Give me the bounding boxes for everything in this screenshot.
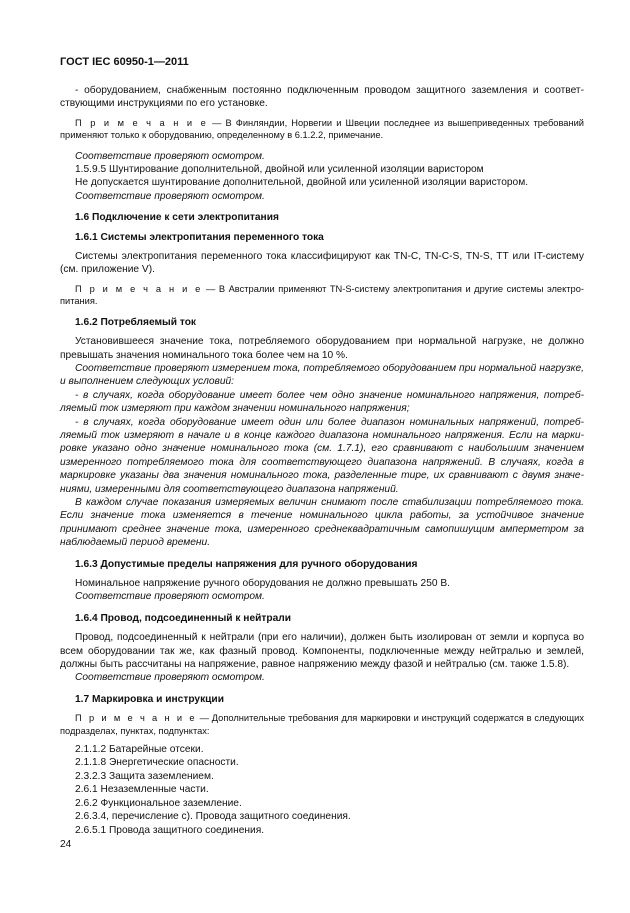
compliance-check: Соответствие проверяют осмотром. <box>75 591 265 603</box>
standard-header: ГОСТ IEC 60950-1—2011 <box>60 56 189 68</box>
section-1-6-4-heading: 1.6.4 Провод, подсоединенный к нейтрали <box>75 612 292 624</box>
paragraph-input-current: Установившееся значение тока, потребляемого оборудованием при нормальной нагрузке, не должно превышать значения номинального тока более чем на 10 %. <box>60 336 584 361</box>
note-text: — В Финляндии, Норвегии и Швеции последнее из вышеприведенных требований применяют только к оборудованию, определенному в 6.1.2.2, примечание. <box>60 117 584 141</box>
list-item: 2.6.3.4, перечисление с). Провода защитного соединения. <box>75 811 351 823</box>
reference-list <box>60 743 584 837</box>
paragraph-equipment-earthing: - оборудованием, снабженным постоянно подключенным проводом защитного заземления и соответствующими инструкциями по его установке. <box>60 85 584 110</box>
paragraph-supply-systems: Системы электропитания переменного тока классифицируют как TN-C, TN-C-S, TN-S, TT или IT-систему (см. приложение V). <box>60 251 584 276</box>
note-marking <box>60 712 584 737</box>
section-1-6-heading: 1.6 Подключение к сети электропитания <box>75 212 279 224</box>
compliance-check: Соответствие проверяют осмотром. <box>75 190 265 202</box>
section-1-7-heading: 1.7 Маркировка и инструкции <box>75 693 224 705</box>
document-page <box>60 56 584 837</box>
compliance-check: Соответствие проверяют осмотром. <box>75 150 265 162</box>
list-item: 2.1.1.8 Энергетические опасности. <box>75 757 239 769</box>
page-number: 24 <box>60 839 72 850</box>
list-item: 2.1.1.2 Батарейные отсеки. <box>75 744 204 756</box>
note-nordic <box>60 117 584 142</box>
section-1-6-1-heading: 1.6.1 Системы электропитания переменного тока <box>75 231 324 243</box>
section-1-6-2-heading: 1.6.2 Потребляемый ток <box>75 316 197 328</box>
list-item: 2.3.2.3 Защита заземлением. <box>75 770 214 782</box>
clause-1-5-9-5-title: 1.5.9.5 Шунтирование дополнительной, двойной или усиленной изоляции варистором <box>75 164 484 176</box>
note-label: П р и м е ч а н и е <box>75 713 197 724</box>
condition-stabilization: В каждом случае показания измеряемых величин снимают после стабилизации потребляемого тока. Если значение тока изменяется в течение номинального цикла работы, за устойчивое значение принимают среднее значение тока, измеренного среднеквадратичным самопишущим амперметром за наблюдаемый период времени. <box>60 496 584 549</box>
note-label: П р и м е ч а н и е <box>75 117 208 128</box>
note-text: — В Австралии применяют TN-S-систему электропитания и другие системы электропитания. <box>60 283 584 307</box>
compliance-check: Соответствие проверяют осмотром. <box>75 672 265 684</box>
clause-1-5-9-5-text: Не допускается шунтирование дополнительной, двойной или усиленной изоляции варистором. <box>75 177 529 189</box>
condition-voltage-ranges: - в случаях, когда оборудование имеет один или более диапазон номинальных напряжений, потребляемый ток измеряют в начале и в конце каждого диапазона номинального напряжения. Если на маркировке указано одно значение номинального тока (см. 1.7.1), его сравнивают с наибольшим значением измеренного потребляемого тока для соответствующего диапазона напряжений. В случаях, когда в маркировке указаны два значения номинального тока, разделенные тире, их сравнивают с двумя значениями, измеренными для соответствующего диапазона напряжений. <box>60 416 584 495</box>
list-item: 2.6.2 Функциональное заземление. <box>75 797 242 809</box>
compliance-measurement: Соответствие проверяют измерением тока, потребляемого оборудованием при нормальной нагрузке, и выполнением следующих условий: <box>60 362 584 388</box>
list-item: 2.6.5.1 Провода защитного соединения. <box>75 824 265 836</box>
condition-one-voltage: - в случаях, когда оборудование имеет более чем одно значение номинального напряжения, потребляемый ток измеряют при каждом значении номинального напряжения; <box>60 389 584 415</box>
note-australia <box>60 283 584 308</box>
note-text: — Дополнительные требования для маркировки и инструкций содержатся в следующих подразделах, пунктах, подпунктах: <box>60 713 585 736</box>
section-1-6-3-heading: 1.6.3 Допустимые пределы напряжения для ручного оборудования <box>75 558 418 570</box>
paragraph-handheld-voltage: Номинальное напряжение ручного оборудования не должно превышать 250 В. <box>75 578 451 589</box>
list-item: 2.6.1 Незаземленные части. <box>75 784 209 796</box>
note-label: П р и м е ч а н и е <box>75 283 203 294</box>
paragraph-neutral-conductor: Провод, подсоединенный к нейтрали (при его наличии), должен быть изолирован от земли и корпуса во всем оборудовании так же, как фазный провод. Компоненты, подключенные между нейтралью и землей, должны быть рассчитаны на напряжение, равное напряжению между фазой и нейтралью (см. также 1.5.8). <box>60 632 584 671</box>
